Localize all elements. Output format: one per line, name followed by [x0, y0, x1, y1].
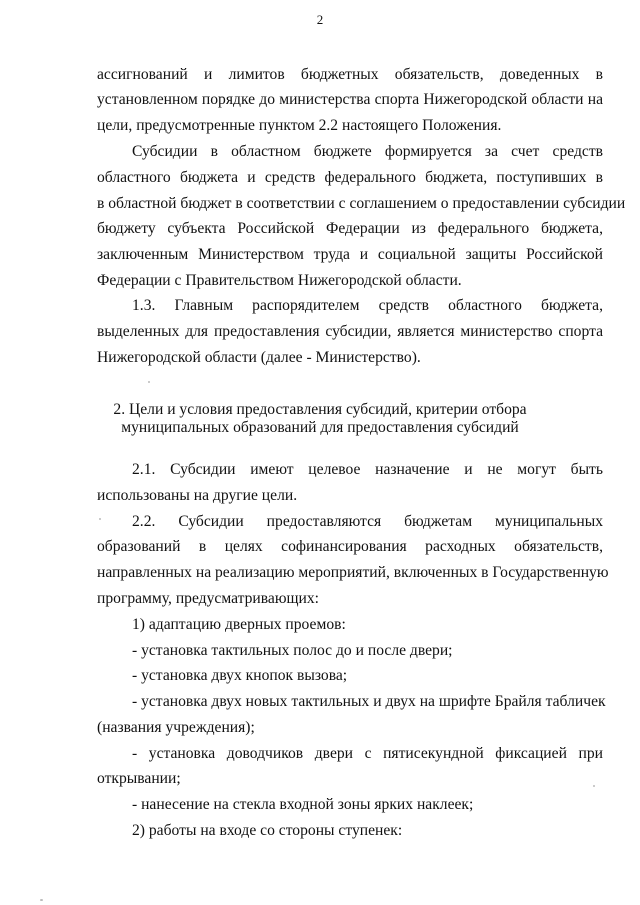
list-item: - установка доводчиков двери с пятисекундной фиксацией при: [132, 745, 603, 762]
text-line: Нижегородской области (далее - Министерство).: [97, 349, 421, 366]
text-line: 1.3. Главным распорядителем средств областного бюджета,: [132, 297, 603, 314]
list-item: - установка тактильных полос до и после двери;: [132, 642, 453, 659]
text-line: установленном порядке до министерства спорта Нижегородской области на: [97, 91, 603, 108]
section-heading: 2. Цели и условия предоставления субсидий, критерии отбора: [113, 401, 527, 418]
text-line: заключенным Министерством труда и социальной защиты Российской: [97, 246, 603, 263]
text-line: в областной бюджет в соответствии с соглашением о предоставлении субсидии: [97, 195, 626, 212]
text-line: бюджету субъекта Российской Федерации из федерального бюджета,: [97, 220, 603, 237]
scan-speck: [40, 899, 43, 901]
list-item: 2) работы на входе со стороны ступенек:: [132, 822, 403, 839]
text-line: областного бюджета и средств федерального бюджета, поступивших в: [97, 169, 603, 186]
text-line: направленных на реализацию мероприятий, включенных в Государственную: [97, 564, 609, 581]
text-line: Федерации с Правительством Нижегородской области.: [97, 272, 462, 289]
text-line: выделенных для предоставления субсидии, является министерство спорта: [97, 323, 603, 340]
text-line: использованы на другие цели.: [97, 487, 298, 504]
list-item: - нанесение на стекла входной зоны ярких наклеек;: [132, 796, 474, 813]
text-line: 2.1. Субсидии имеют целевое назначение и не могут быть: [132, 461, 603, 478]
text-line: Субсидии в областном бюджете формируется за счет средств: [132, 143, 603, 160]
section-heading: муниципальных образований для предоставления субсидий: [121, 419, 519, 436]
text-line: образований в целях софинансирования расходных обязательств,: [97, 538, 603, 555]
text-line: программу, предусматривающих:: [97, 590, 319, 607]
page-number: 2: [316, 12, 324, 27]
list-item: - установка двух кнопок вызова;: [132, 667, 348, 684]
scan-speck: [148, 381, 150, 383]
scan-speck: [99, 518, 101, 520]
list-item: 1) адаптацию дверных проемов:: [132, 616, 346, 633]
list-item: (названия учреждения);: [97, 719, 255, 736]
text-line: ассигнований и лимитов бюджетных обязательств, доведенных в: [97, 66, 603, 83]
text-line: цели, предусмотренные пунктом 2.2 настоящего Положения.: [97, 117, 502, 134]
text-line: 2.2. Субсидии предоставляются бюджетам муниципальных: [132, 513, 603, 530]
scan-speck: [593, 785, 595, 787]
list-item: открывании;: [97, 770, 181, 787]
list-item: - установка двух новых тактильных и двух на шрифте Брайля табличек: [132, 693, 606, 710]
